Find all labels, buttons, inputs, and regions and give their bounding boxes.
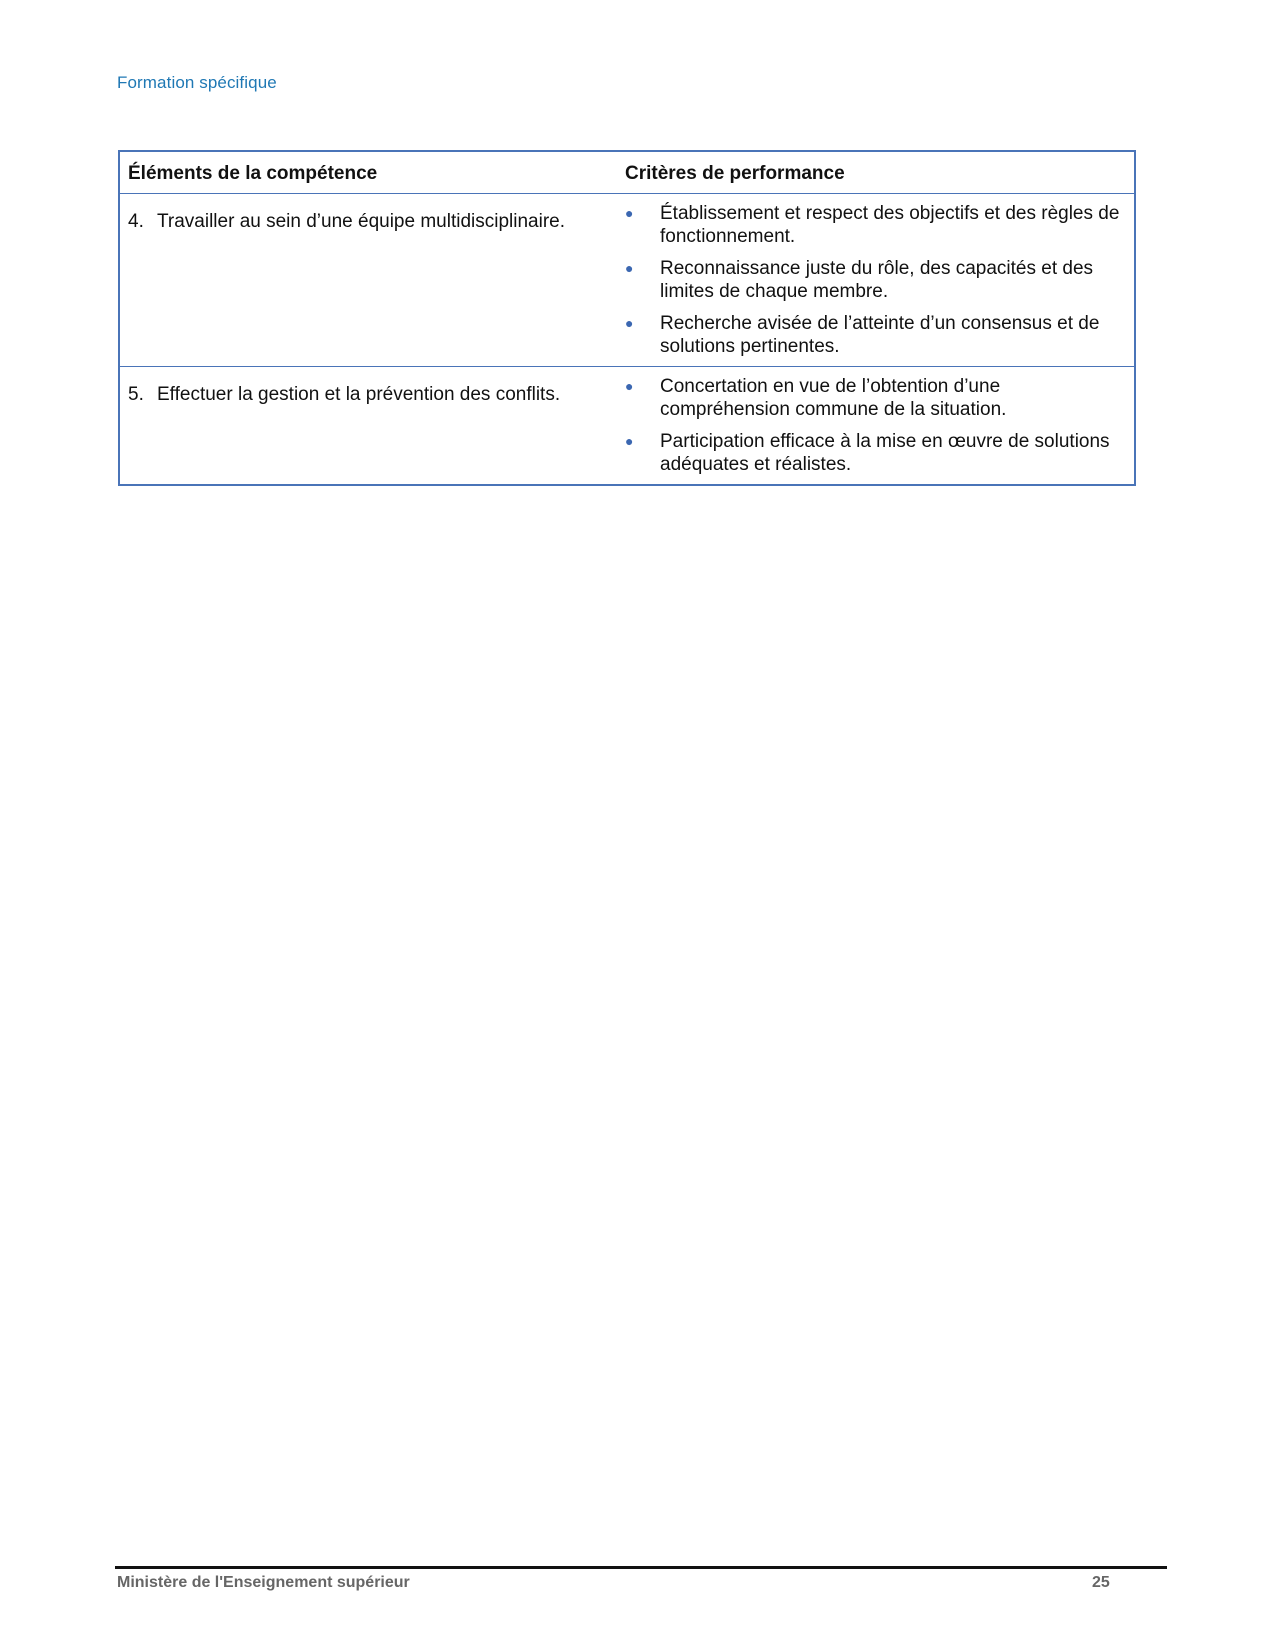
element-cell [120,367,617,485]
page-number: 25 [1092,1574,1110,1591]
bullet-icon: ● [625,315,634,331]
footer-rule [115,1566,1167,1569]
criteria-item [625,312,1126,358]
element-text: Effectuer la gestion et la prévention des conflits. [157,384,561,405]
bullet-icon: ● [625,378,634,394]
criteria-text: Participation efficace à la mise en œuvre de solutions adéquates et réalistes. [660,431,1110,475]
column-header-elements: Éléments de la compétence [120,152,617,194]
competence-table [118,150,1136,486]
criteria-text: Concertation en vue de l’obtention d’une compréhension commune de la situation. [660,376,1007,420]
table-header-row [120,152,1134,194]
element-cell [120,194,617,367]
bullet-icon: ● [625,260,634,276]
criteria-cell [617,194,1134,367]
criteria-item [625,202,1126,248]
footer-publisher: Ministère de l'Enseignement supérieur [117,1574,410,1591]
bullet-icon: ● [625,433,634,449]
competence-table-grid [120,152,1134,484]
criteria-text: Reconnaissance juste du rôle, des capacités et des limites de chaque membre. [660,258,1094,302]
criteria-text: Établissement et respect des objectifs et des règles de fonctionnement. [660,203,1120,247]
table-row [120,367,1134,485]
criteria-item [625,430,1126,476]
table-row [120,194,1134,367]
element-item [128,375,609,406]
criteria-list [625,375,1126,476]
bullet-icon: ● [625,205,634,221]
criteria-text: Recherche avisée de l’atteinte d’un consensus et de solutions pertinentes. [660,313,1100,357]
running-header: Formation spécifique [117,73,277,92]
element-item [128,202,609,233]
criteria-cell [617,367,1134,485]
element-text: Travailler au sein d’une équipe multidisciplinaire. [157,211,566,232]
criteria-list [625,202,1126,358]
criteria-item [625,257,1126,303]
criteria-item [625,375,1126,421]
element-number: 5. [128,384,144,405]
column-header-criteria: Critères de performance [617,152,1134,194]
element-number: 4. [128,211,144,232]
